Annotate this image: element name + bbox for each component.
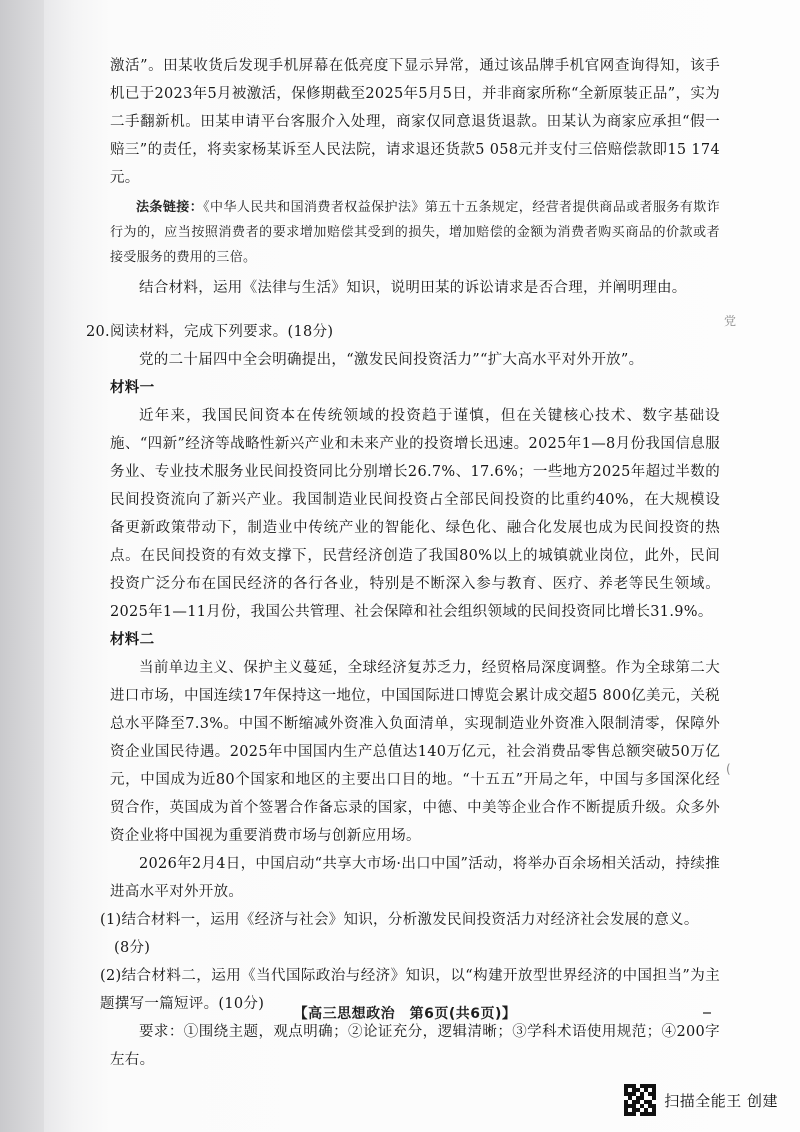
question-2: (2)结合材料二，运用《当代国际政治与经济》知识，以“构建开放型世界经济的中国担当”为主题撰写一篇短评。(10分) [100, 968, 720, 1012]
q20-title: 20.阅读材料，完成下列要求。(18分) [86, 324, 334, 340]
question-1-text: (1)结合材料一，运用《经济与社会》知识，分析激发民间投资活力对经济社会发展的意义。 [100, 912, 699, 928]
question-1-score: (8分) [114, 940, 151, 956]
qr-code-icon [624, 1084, 656, 1116]
q19-task: 结合材料，运用《法律与生活》知识，说明田某的诉讼请求是否合理，并阐明理由。 [139, 280, 687, 296]
page-footer: 【高三思想政治 第6页(共6页)】 [293, 1006, 517, 1022]
material2-text: 当前单边主义、保护主义蔓延，全球经济复苏乏力，经贸格局深度调整。作为全球第二大进口市场，中国连续17年保持这一地位，中国国际进口博览会累计成交超5 800亿美元，关税总水平降至7.3%。中国不断缩减外资准入负面清单，实现制造业外资准入限制清零，保障外资企业国民待遇。2025年中国国内生产总值达140万亿元，社会消费品零售总额突破50万亿元，中国成为近80个国家和地区的主要出口目的地。“十五五”开局之年，中国与多国深化经贸合作，英国成为首个签署合作备忘录的国家，中德、中美等企业合作不断提质升级。众多外资企业将中国视为重要消费市场与创新应用场。 [110, 660, 720, 844]
question-2-requirements: 要求：①围绕主题，观点明确；②论证充分，逻辑清晰；③学科术语使用规范；④200字左右。 [110, 1024, 720, 1068]
material1-heading: 材料一 [110, 380, 155, 396]
law-link [110, 195, 720, 270]
material2-heading: 材料二 [110, 632, 155, 648]
binding-shadow [0, 0, 44, 1132]
question-1 [100, 906, 720, 934]
edge-mark-1: 党 [724, 314, 737, 328]
law-label: 法条链接： [136, 200, 204, 215]
page-content [86, 52, 720, 1074]
scanner-watermark [624, 1083, 778, 1117]
material1-text: 近年来，我国民间资本在传统领域的投资趋于谨慎，但在关键核心技术、数字基础设施、“四新”经济等战略性新兴产业和未来产业的投资增长迅速。2025年1—8月份我国信息服务业、专业技术服务业民间投资同比分别增长26.7%、17.6%；一些地方2025年超过半数的民间投资流向了新兴产业。我国制造业民间投资占全部民间投资的比重约40%，在大规模设备更新政策带动下，制造业中传统产业的智能化、绿色化、融合化发展也成为民间投资的热点。在民间投资的有效支撑下，民营经济创造了我国80%以上的城镇就业岗位，此外，民间投资广泛分布在国民经济的各行各业，特别是不断深入参与教育、医疗、养老等民生领域。2025年1—11月份，我国公共管理、社会保障和社会组织领域的民间投资同比增长31.9%。 [110, 408, 720, 620]
q19-intro-paragraph: 激活”。田某收货后发现手机屏幕在低亮度下显示异常，通过该品牌手机官网查询得知，该手机已于2023年5月被激活，保修期截至2025年5月5日，并非商家所称“全新原装正品”，实为二手翻新机。田某申请平台客服介入处理，商家仅同意退货退款。田某认为商家应承担“假一赔三”的责任，将卖家杨某诉至人民法院，请求退还货款5 058元并支付三倍赔偿款即15 174元。 [110, 58, 720, 186]
q20-lead: 党的二十届四中全会明确提出，“激发民间投资活力”“扩大高水平对外开放”。 [139, 352, 644, 368]
footer-dash [703, 1012, 711, 1014]
watermark-text: 扫描全能王 创建 [664, 1091, 778, 1110]
edge-mark-2: ( [726, 762, 731, 776]
law-text: 《中华人民共和国消费者权益保护法》第五十五条规定，经营者提供商品或者服务有欺诈行为的，应当按照消费者的要求增加赔偿其受到的损失，增加赔偿的金额为消费者购买商品的价款或者接受服务的费用的三倍。 [110, 200, 720, 265]
material2-text-2: 2026年2月4日，中国启动“共享大市场·出口中国”活动，将举办百余场相关活动，持续推进高水平对外开放。 [110, 856, 720, 900]
